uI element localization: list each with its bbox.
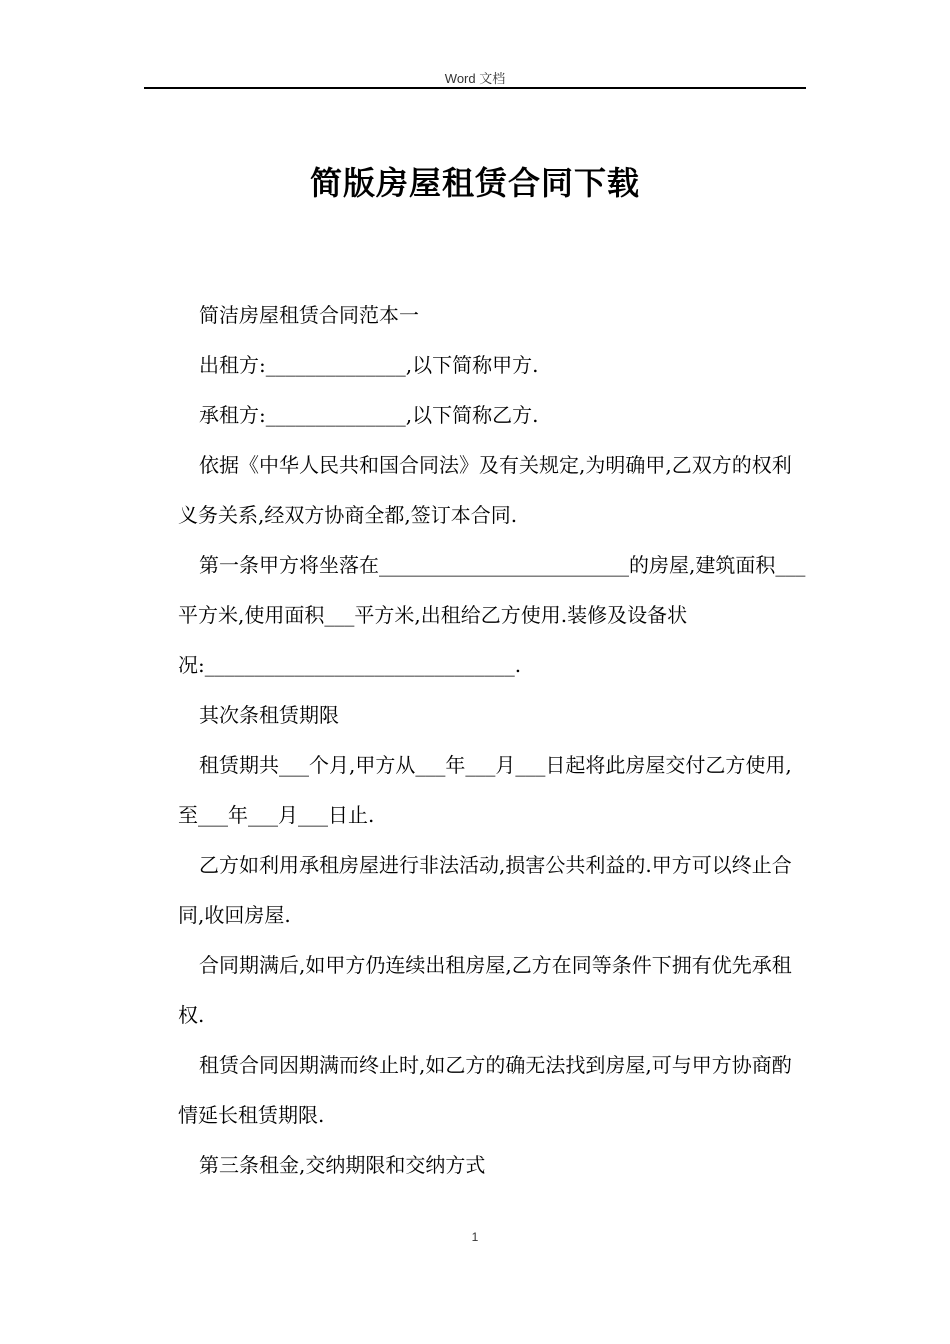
document-title: 简版房屋租赁合同下载	[309, 164, 640, 202]
paragraph-illegal-use: 乙方如利用承租房屋进行非法活动,损害公共利益的.甲方可以终止合同,收回房屋.	[178, 853, 792, 927]
paragraph-term-extension: 租赁合同因期满而终止时,如乙方的确无法找到房屋,可与甲方协商酌情延长租赁期限.	[178, 1053, 792, 1127]
paragraph-contract-template-name: 简洁房屋租赁合同范本一	[199, 303, 419, 327]
page-number: 1	[471, 1230, 479, 1244]
paragraph-lease-term: 租赁期共___个月,甲方从___年___月___日起将此房屋交付乙方使用,至___年___月___日止.	[178, 753, 792, 827]
document-body	[178, 290, 808, 1190]
page-header-label: Word 文档	[444, 71, 506, 86]
header-divider	[144, 87, 806, 89]
paragraph-legal-basis: 依据《中华人民共和国合同法》及有关规定,为明确甲,乙双方的权利义务关系,经双方协商全都,签订本合同.	[178, 453, 792, 527]
paragraph-renewal-priority: 合同期满后,如甲方仍连续出租房屋,乙方在同等条件下拥有优先承租权.	[178, 953, 792, 1027]
paragraph-article-two-heading: 其次条租赁期限	[199, 703, 339, 727]
paragraph-article-one: 第一条甲方将坐落在_________________________的房屋,建筑面积___平方米,使用面积___平方米,出租给乙方使用.装修及设备状况:_______________________________.	[178, 553, 806, 677]
paragraph-article-three-heading: 第三条租金,交纳期限和交纳方式	[199, 1153, 486, 1177]
paragraph-lessee: 承租方:______________,以下简称乙方.	[199, 403, 539, 427]
paragraph-lessor: 出租方:______________,以下简称甲方.	[199, 353, 539, 377]
